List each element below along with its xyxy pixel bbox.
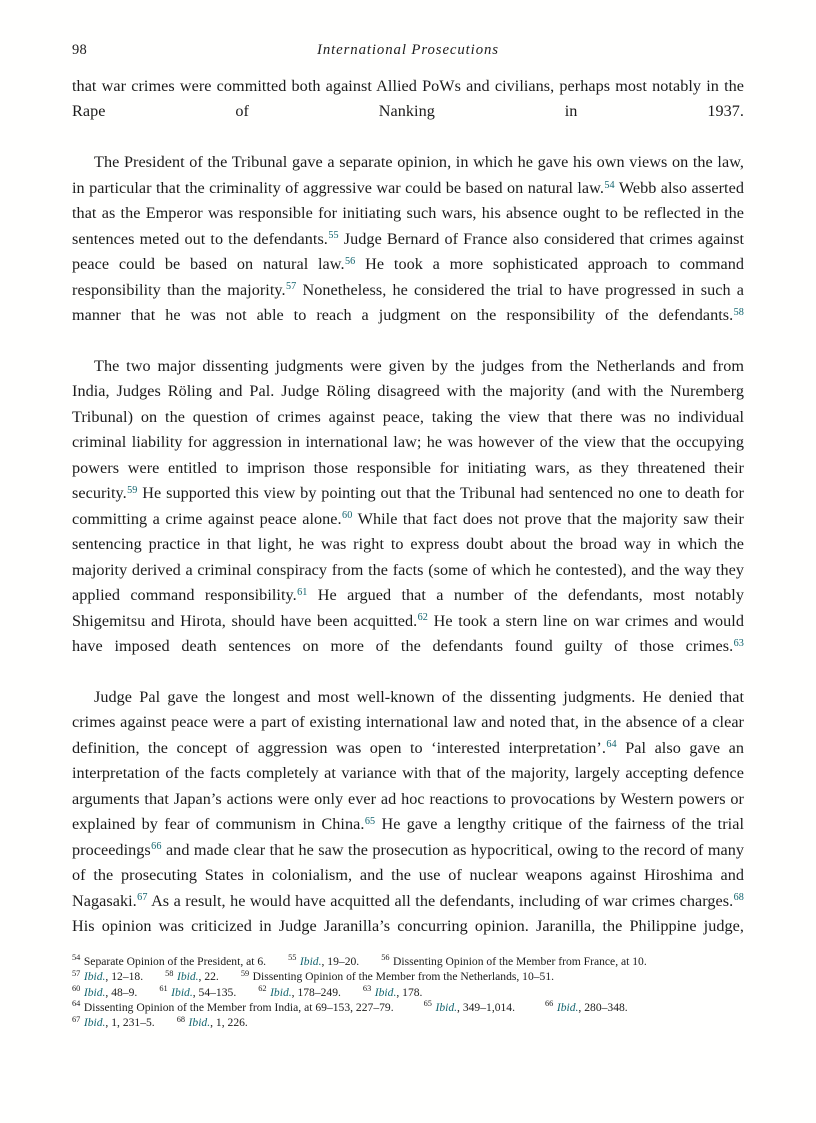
footnote-number[interactable]: 65 <box>423 999 432 1009</box>
footnote-block <box>72 954 744 1030</box>
running-head-title: International Prosecutions <box>317 42 499 58</box>
footnote-text: , 280–348. <box>578 1000 628 1014</box>
footnote-reference[interactable]: 67 <box>137 892 148 904</box>
footnote-reference[interactable]: 66 <box>151 841 162 853</box>
body-paragraph: The President of the Tribunal gave a separate opinion, in which he gave his own views on the law, in particular that the criminality of aggressive war could be based on natural law.$^{54}$ Webb also asserted that as the Emperor was responsible for initiating such wars, his absence ought to be reflected in the sentences meted out to the defendants.$^{55}$ Judge Bernard of France also considered that crimes against peace could be based on natural law.$^{56}$ He took a more sophisticated approach to command responsibility than the majority.$^{57}$ Nonetheless, he considered the trial to have progressed in such a manner that he was not able to reach a judgment on the responsibility of the defendants.$^{58}$ <box>72 153 744 325</box>
footnote-text: , 349–1,014. <box>457 1000 515 1014</box>
footnote-number[interactable]: 63 <box>362 984 372 994</box>
footnote-number[interactable]: 62 <box>258 984 267 994</box>
footnote-text: , 48–9. <box>105 985 138 999</box>
footnote-ibid: Ibid. <box>171 985 193 999</box>
footnote-ibid: Ibid. <box>299 955 322 968</box>
footnote-number[interactable]: 58 <box>165 968 174 978</box>
footnote-number[interactable]: 68 <box>176 1014 186 1024</box>
footnote-line <box>72 1000 744 1015</box>
footnote-line <box>72 1015 744 1030</box>
footnote-ibid: Ibid. <box>188 1016 211 1030</box>
footnote-number[interactable]: 66 <box>545 999 554 1009</box>
footnote-number[interactable]: 60 <box>72 984 81 994</box>
footnote-text: , 54–135. <box>192 985 237 999</box>
footnote-reference[interactable]: 60 <box>342 510 353 522</box>
footnote-reference[interactable]: 65 <box>364 815 376 827</box>
footnote-reference[interactable]: 57 <box>285 281 297 293</box>
body-paragraph: that war crimes were committed both against Allied PoWs and civilians, perhaps most notably in the Rape of Nanking in 1937. <box>72 77 744 121</box>
footnote-ibid: Ibid. <box>270 985 292 999</box>
footnote-number[interactable]: 55 <box>288 953 297 963</box>
body-paragraph: The two major dissenting judgments were given by the judges from the Netherlands and from India, Judges Röling and Pal. Judge Röling disagreed with the majority (and with the Nuremberg Tribunal) on the question of crimes against peace, taking the view that there was no individual criminal liability for aggression in international law; he was however of the view that the occupying powers were entitled to imprison those responsible for initiating wars, as they threatened their security.$^{59}$ He supported this view by pointing out that the Tribunal had sentenced no one to death for committing a crime against peace alone.$^{60}$ While that fact does not prove that the majority saw their sentencing practice in that light, he was right to express doubt about the broad way in which the majority derived a criminal conspiracy from the facts (some of which he contested), and the way they applied command responsibility.$^{61}$ He argued that a number of the defendants, most notably Shigemitsu and Hirota, should have been acquitted.$^{62}$ He took a stern line on war crimes and would have imposed death sentences on more of the defendants found guilty of those crimes.$^{63}$ <box>72 356 744 655</box>
footnote-ibid: Ibid. <box>83 970 106 984</box>
footnote-line <box>72 954 744 969</box>
footnote-reference[interactable]: 61 <box>297 586 308 598</box>
footnote-reference[interactable]: 68 <box>733 892 744 904</box>
footnote-reference[interactable]: 58 <box>733 306 744 318</box>
footnote-ibid: Ibid. <box>374 985 397 999</box>
footnote-text: , 22. <box>198 970 219 984</box>
footnote-text: Separate Opinion of the President, at 6. <box>83 955 267 968</box>
footnote-number[interactable]: 57 <box>72 968 81 978</box>
body-text-column <box>72 74 744 965</box>
footnote-reference[interactable]: 56 <box>344 255 356 267</box>
footnote-reference[interactable]: 62 <box>417 612 428 624</box>
page-number: 98 <box>72 42 87 58</box>
footnote-reference[interactable]: 55 <box>328 230 339 242</box>
footnote-number[interactable]: 56 <box>381 953 390 963</box>
body-paragraph: Judge Pal gave the longest and most well-known of the dissenting judgments. He denied that crimes against peace were a part of existing international law and noted that, in the absence of a clear definition, the concept of aggression was open to ‘interested interpretation’.$^{64}$ Pal also gave an interpretation of the facts completely at variance with that of the majority, largely accepting defence arguments that Japan’s actions were only ever ad hoc reactions to provocations by Western powers or explained by fear of communism in China.$^{65}$ He gave a lengthy critique of the fairness of the trial proceedings$^{66}$ and made clear that he saw the prosecution as hypocritical, owing to the record of many of the prosecuting States in colonialism, and the use of nuclear weapons against Hiroshima and Nagasaki.$^{67}$ As a result, he would have acquitted all the defendants, including of war crimes charges.$^{68}$ His opinion was criticized in Judge Jaranilla’s concurring opinion. Jaranilla, the Philippine judge, <box>72 687 744 935</box>
footnote-number[interactable]: 61 <box>159 984 168 994</box>
footnote-reference[interactable]: 54 <box>604 179 615 191</box>
footnote-ibid: Ibid. <box>556 1000 579 1014</box>
footnote-reference[interactable]: 59 <box>127 484 138 496</box>
footnote-text: Dissenting Opinion of the Member from France, at 10. <box>393 955 647 968</box>
footnote-line <box>72 969 744 984</box>
running-head <box>72 40 744 60</box>
footnote-text: , 178. <box>396 985 423 999</box>
footnote-number[interactable]: 54 <box>72 953 81 963</box>
footnote-text: , 178–249. <box>291 985 341 999</box>
footnote-text: Dissenting Opinion of the Member from the Netherlands, 10–51. <box>252 970 555 984</box>
footnote-line <box>72 985 744 1000</box>
footnote-text: , 12–18. <box>105 970 144 984</box>
footnote-ibid: Ibid. <box>83 1016 106 1030</box>
footnote-number[interactable]: 59 <box>240 968 250 978</box>
footnote-ibid: Ibid. <box>83 985 106 999</box>
footnote-text: Dissenting Opinion of the Member from India, at 69–153, 227–79. <box>83 1000 394 1014</box>
footnote-reference[interactable]: 64 <box>606 739 617 751</box>
footnote-text: , 1, 226. <box>210 1016 248 1030</box>
footnote-number[interactable]: 64 <box>72 999 81 1009</box>
footnote-ibid: Ibid. <box>176 970 199 984</box>
footnote-number[interactable]: 67 <box>72 1014 81 1024</box>
footnote-reference[interactable]: 63 <box>733 637 744 649</box>
footnote-text: , 1, 231–5. <box>105 1016 155 1030</box>
footnote-ibid: Ibid. <box>435 1000 458 1014</box>
footnote-text: , 19–20. <box>321 955 360 968</box>
